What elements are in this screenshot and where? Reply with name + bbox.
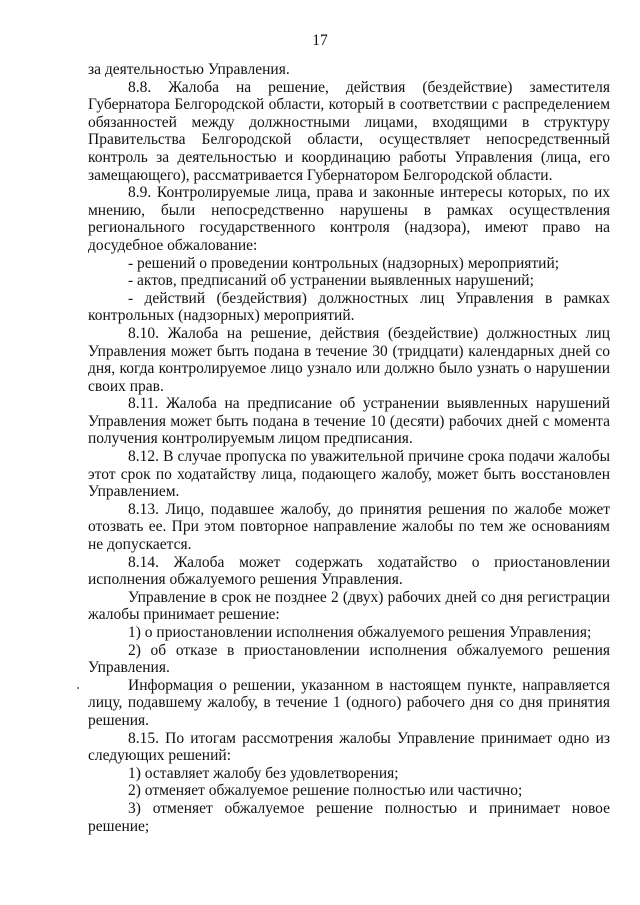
- list-item: 2) об отказе в приостановлении исполнения обжалуемого решения Управления.: [88, 641, 610, 677]
- document-body: [88, 61, 610, 835]
- paragraph-8-8: 8.8. Жалоба на решение, действия (бездействие) заместителя Губернатора Белгородской области, который в соответствии с распределением обязанностей между должностными лицами, входящими в структуру Правительства Белгородской области, осуществляет непосредственный контроль за деятельностью и координацию работы Управления (лица, его замещающего), рассматривается Губернатором Белгородской области.: [88, 78, 610, 184]
- paragraph-8-13: 8.13. Лицо, подавшее жалобу, до принятия решения по жалобе может отозвать ее. При этом повторное направление жалобы по тем же основаниям не допускается.: [88, 500, 610, 554]
- paragraph-continuation: за деятельностью Управления.: [88, 61, 290, 78]
- paragraph-8-9: 8.9. Контролируемые лица, права и законные интересы которых, по их мнению, были непосредственно нарушены в рамках осуществления регионального государственного контроля (надзора), имеют право на досудебное обжалование:: [88, 184, 610, 254]
- list-item: 1) о приостановлении исполнения обжалуемого решения Управления;: [128, 624, 592, 641]
- scan-speck: [77, 687, 79, 689]
- list-item: 3) отменяет обжалуемое решение полностью и принимает новое решение;: [88, 799, 610, 835]
- list-item: - актов, предписаний об устранении выявленных нарушений;: [128, 272, 534, 290]
- list-item: 1) оставляет жалобу без удовлетворения;: [128, 764, 399, 782]
- paragraph-8-10: 8.10. Жалоба на решение, действия (бездействие) должностных лиц Управления может быть подана в течение 30 (тридцати) календарных дней со дня, когда контролируемое лицо узнало или должно было узнать о нарушении своих прав.: [88, 324, 610, 395]
- paragraph-8-14-info: Информация о решении, указанном в настоящем пункте, направляется лицу, подавшему жалобу, в течение 1 (одного) рабочего дня со дня принятия решения.: [88, 676, 610, 729]
- page-number: 17: [312, 32, 328, 49]
- paragraph-8-14-decision: Управление в срок не позднее 2 (двух) рабочих дней со дня регистрации жалобы принимает решение:: [88, 588, 610, 624]
- list-item: - решений о проведении контрольных (надзорных) мероприятий;: [128, 254, 560, 272]
- list-item: - действий (бездействия) должностных лиц Управления в рамках контрольных (надзорных) мероприятий.: [88, 289, 610, 325]
- paragraph-8-14: 8.14. Жалоба может содержать ходатайство о приостановлении исполнения обжалуемого решения Управления.: [88, 553, 610, 589]
- list-item: 2) отменяет обжалуемое решение полностью или частично;: [128, 782, 523, 800]
- paragraph-8-12: 8.12. В случае пропуска по уважительной причине срока подачи жалобы этот срок по ходатайству лица, подающего жалобу, может быть восстановлен Управлением.: [88, 448, 610, 501]
- paragraph-8-15: 8.15. По итогам рассмотрения жалобы Управление принимает одно из следующих решений:: [88, 729, 610, 765]
- paragraph-8-11: 8.11. Жалоба на предписание об устранении выявленных нарушений Управления может быть подана в течение 10 (десяти) рабочих дней с момента получения контролируемым лицом предписания.: [88, 395, 610, 448]
